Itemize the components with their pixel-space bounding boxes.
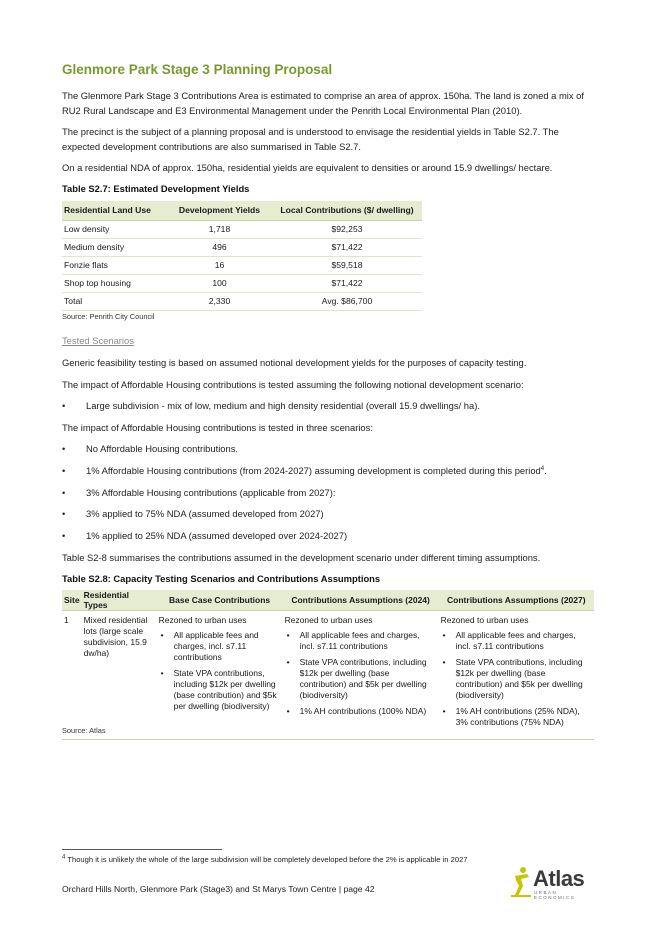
table-cell: Shop top housing xyxy=(62,274,167,292)
table-row xyxy=(62,256,422,274)
page-footer: Orchard Hills North, Glenmore Park (Stage3) and St Marys Town Centre | page 42 xyxy=(62,884,375,894)
paragraph-scenarios: The impact of Affordable Housing contributions is tested in three scenarios: xyxy=(62,422,373,433)
bullet-icon: • xyxy=(62,487,66,498)
list-item: • 1% AH contributions (100% NDA) xyxy=(285,706,437,717)
bullet-icon: • xyxy=(62,530,66,541)
column-header: Residential Land Use xyxy=(62,201,167,220)
atlas-logo: Atlas URBAN ECONOMICS xyxy=(509,866,599,898)
bullet-icon: • xyxy=(62,400,66,411)
table-cell: Total xyxy=(62,292,167,310)
column-header: Site xyxy=(62,590,82,611)
atlas-figure-icon xyxy=(509,866,533,898)
table-cell: 100 xyxy=(167,274,272,292)
table-row-total xyxy=(62,292,422,310)
paragraph-intro: The Glenmore Park Stage 3 Contributions Area is estimated to comprise an area of approx. 150ha. The land is zoned a mix of RU2 Rural Landscape and E3 Environmental Management under the Penrith Local Environmental Plan (2010). xyxy=(62,90,584,116)
paragraph-density: On a residential NDA of approx. 150ha, residential yields are equivalent to densities or around 15.9 dwellings/ hectare. xyxy=(62,162,553,173)
list-item: • State VPA contributions, including $12k per dwelling (base contribution) and $5k per dwelling (biodiversity) xyxy=(285,657,437,701)
table-caption: Table S2.7: Estimated Development Yields xyxy=(62,183,250,194)
page-title: Glenmore Park Stage 3 Planning Proposal xyxy=(62,62,333,77)
footnote-divider xyxy=(62,849,222,850)
section-subheading: Tested Scenarios xyxy=(62,335,134,346)
table-caption: Table S2.8: Capacity Testing Scenarios and Contributions Assumptions xyxy=(62,573,381,584)
column-header: Residential Types xyxy=(82,590,157,611)
column-header: Contributions Assumptions (2024) xyxy=(283,590,439,611)
bullet-icon: • xyxy=(62,443,66,454)
table-cell: 1,718 xyxy=(167,220,272,238)
table-cell: 496 xyxy=(167,238,272,256)
table-cell: Rezoned to urban uses • All applicable fees and charges, incl. s7.11 contributions • State VPA contributions, including $12k per dwelling (base contribution) and $5k per dwelling (biodiversity) xyxy=(157,611,283,740)
column-header: Contributions Assumptions (2027) xyxy=(439,590,594,611)
contribution-list xyxy=(285,630,437,717)
capacity-testing-table xyxy=(62,590,594,740)
paragraph-summary: Table S2-8 summarises the contributions assumed in the development scenario under different timing assumptions. xyxy=(62,552,541,563)
development-yields-table xyxy=(62,201,422,311)
list-item: • All applicable fees and charges, incl. s7.11 contributions xyxy=(159,630,281,663)
footnote-ref: 4 xyxy=(540,465,545,472)
table-cell: 1 xyxy=(62,611,82,740)
table-source: Source: Atlas xyxy=(62,726,106,735)
table-cell: 16 xyxy=(167,256,272,274)
table-cell: Low density xyxy=(62,220,167,238)
paragraph-precinct: The precinct is the subject of a planning proposal and is understood to envisage the residential yields in Table S2.7. The expected development contributions are also summarised in Table S2.7. xyxy=(62,126,559,152)
table-cell: $59,518 xyxy=(272,256,422,274)
table-source: Source: Penrith City Council xyxy=(62,312,155,321)
table-cell: $71,422 xyxy=(272,274,422,292)
list-item: • All applicable fees and charges, incl. s7.11 contributions xyxy=(285,630,437,652)
list-item: • 1% AH contributions (25% NDA), 3% contributions (75% NDA) xyxy=(441,706,592,728)
bullet-icon: • xyxy=(62,508,66,519)
footnote: $^4$ Though it is unlikely the whole of the large subdivision will be completely developed before the 2% is applicable in 2027 xyxy=(62,854,468,864)
table-cell: Rezoned to urban uses • All applicable fees and charges, incl. s7.11 contributions • State VPA contributions, including $12k per dwelling (base contribution) and $5k per dwelling (biodiversity) • 1% AH contributions (25% NDA), 3% contributions (75% NDA) xyxy=(439,611,594,740)
bullet-icon: • xyxy=(62,465,66,476)
table-cell: Medium density xyxy=(62,238,167,256)
list-item: • State VPA contributions, including $12k per dwelling (base contribution) and $5k per dwelling (biodiversity) xyxy=(159,668,281,712)
table-row xyxy=(62,238,422,256)
table-cell: Fonzie flats xyxy=(62,256,167,274)
column-header: Local Contributions ($/ dwelling) xyxy=(272,201,422,220)
list-item: • All applicable fees and charges, incl. s7.11 contributions xyxy=(441,630,592,652)
table-row xyxy=(62,220,422,238)
column-header: Base Case Contributions xyxy=(157,590,283,611)
contribution-list xyxy=(441,630,592,728)
table-cell: $71,422 xyxy=(272,238,422,256)
table-cell: Rezoned to urban uses • All applicable fees and charges, incl. s7.11 contributions • State VPA contributions, including $12k per dwelling (base contribution) and $5k per dwelling (biodiversity) • 1% AH contributions (100% NDA) xyxy=(283,611,439,740)
table-cell: 2,330 xyxy=(167,292,272,310)
paragraph-feasibility: Generic feasibility testing is based on assumed notional development yields for the purposes of capacity testing. xyxy=(62,357,527,368)
contribution-list xyxy=(159,630,281,712)
list-item: • State VPA contributions, including $12k per dwelling (base contribution) and $5k per dwelling (biodiversity) xyxy=(441,657,592,701)
paragraph-impact: The impact of Affordable Housing contributions is tested assuming the following notional development scenario: xyxy=(62,379,524,390)
table-cell: Mixed residential lots (large scale subdivision, 15.9 dw/ha) xyxy=(82,611,157,740)
table-row xyxy=(62,274,422,292)
table-row xyxy=(62,611,594,740)
document-page: Glenmore Park Stage 3 Planning Proposal The Glenmore Park Stage 3 Contributions Area is estimated to comprise an area of approx. 150ha. The land is zoned a mix of RU2 Rural Landscape and E3 Environmental Management under the Penrith Local Environmental Plan (2010). The precinct is the subject of a planning proposal and is understood to envisage the residential yields in Table S2.7. The expected development contributions are also summarised in Table S2.7. On a residential NDA of approx. 150ha, residential yields are equivalent to densities or around 15.9 dwellings/ hectare. Table S2.7: Estimated Development Yields Residential Land Use Development Yields Local Contributions ($/ dwelling) Low density 1,718 $92,253 Medium density 496 $71,422 Fonzie flats 16 $59,518 Shop top housing 100 $71,422 Total 2,330 Avg. $86,700 Source: Penrith City Council Tested Scenarios Generic feasibility testing is based on assumed notional development yields for the purposes of capacity testing. The impact of Affordable Housing contributions is tested assuming the following notional development scenario: • Large subdivision - mix of low, medium and high density residential (overall 15.9 dwellings/ ha). The impact of Affordable Housing contributions is tested in three scenarios: • No Affordable Housing contributions. • 1% Affordable Housing contributions (from 2024-2027) assuming development is completed during this period$^4$. • 3% Affordable Housing contributions (applicable from 2027): • 3% applied to 75% NDA (assumed developed from 2027) • 1% applied to 25% NDA (assumed developed over 2024-2027) Table S2-8 summarises the contributions assumed in the development scenario under different timing assumptions. Table S2.8: Capacity Testing Scenarios and Contributions Assumptions Site Residential Types Base Case Contributions Contributions Assumptions (2024) Contributions Assumptions (2027) 1 Mixed residential lots (large scale subdivision, 15.9 dw/ha) Rezoned to urban uses • All applicable fees and charges, incl. s7.11 contributions • State VPA contributions, including $12k per dwelling (base contribution) and $5k per dwelling (biodiversity) Rezoned to urban uses • All applicable fees and charges, incl. s7.11 contributions • State VPA contributions, including $12k per dwelling (base contribution) and $5k per dwelling (biodiversity) • 1% AH contributions (100% NDA) Rezoned to urban uses • All applicable fees and charges, incl. s7.11 contributions • State VPA contributions, including $12k per dwelling (base contribution) and $5k per dwelling (biodiversity) • 1% AH contributions (25% NDA), 3% contributions (75% NDA) Source: Atlas $^4$ Though it is unlikely the whole of the large subdivision will be completely developed before the 2% is applicable in 2027 Orchard Hills North, Glenmore Park (Stage3) and St Marys Town Centre | page 42 Atlas URBAN ECONOMICS xyxy=(62,0,594,928)
table-cell: $92,253 xyxy=(272,220,422,238)
table-cell: Avg. $86,700 xyxy=(272,292,422,310)
column-header: Development Yields xyxy=(167,201,272,220)
